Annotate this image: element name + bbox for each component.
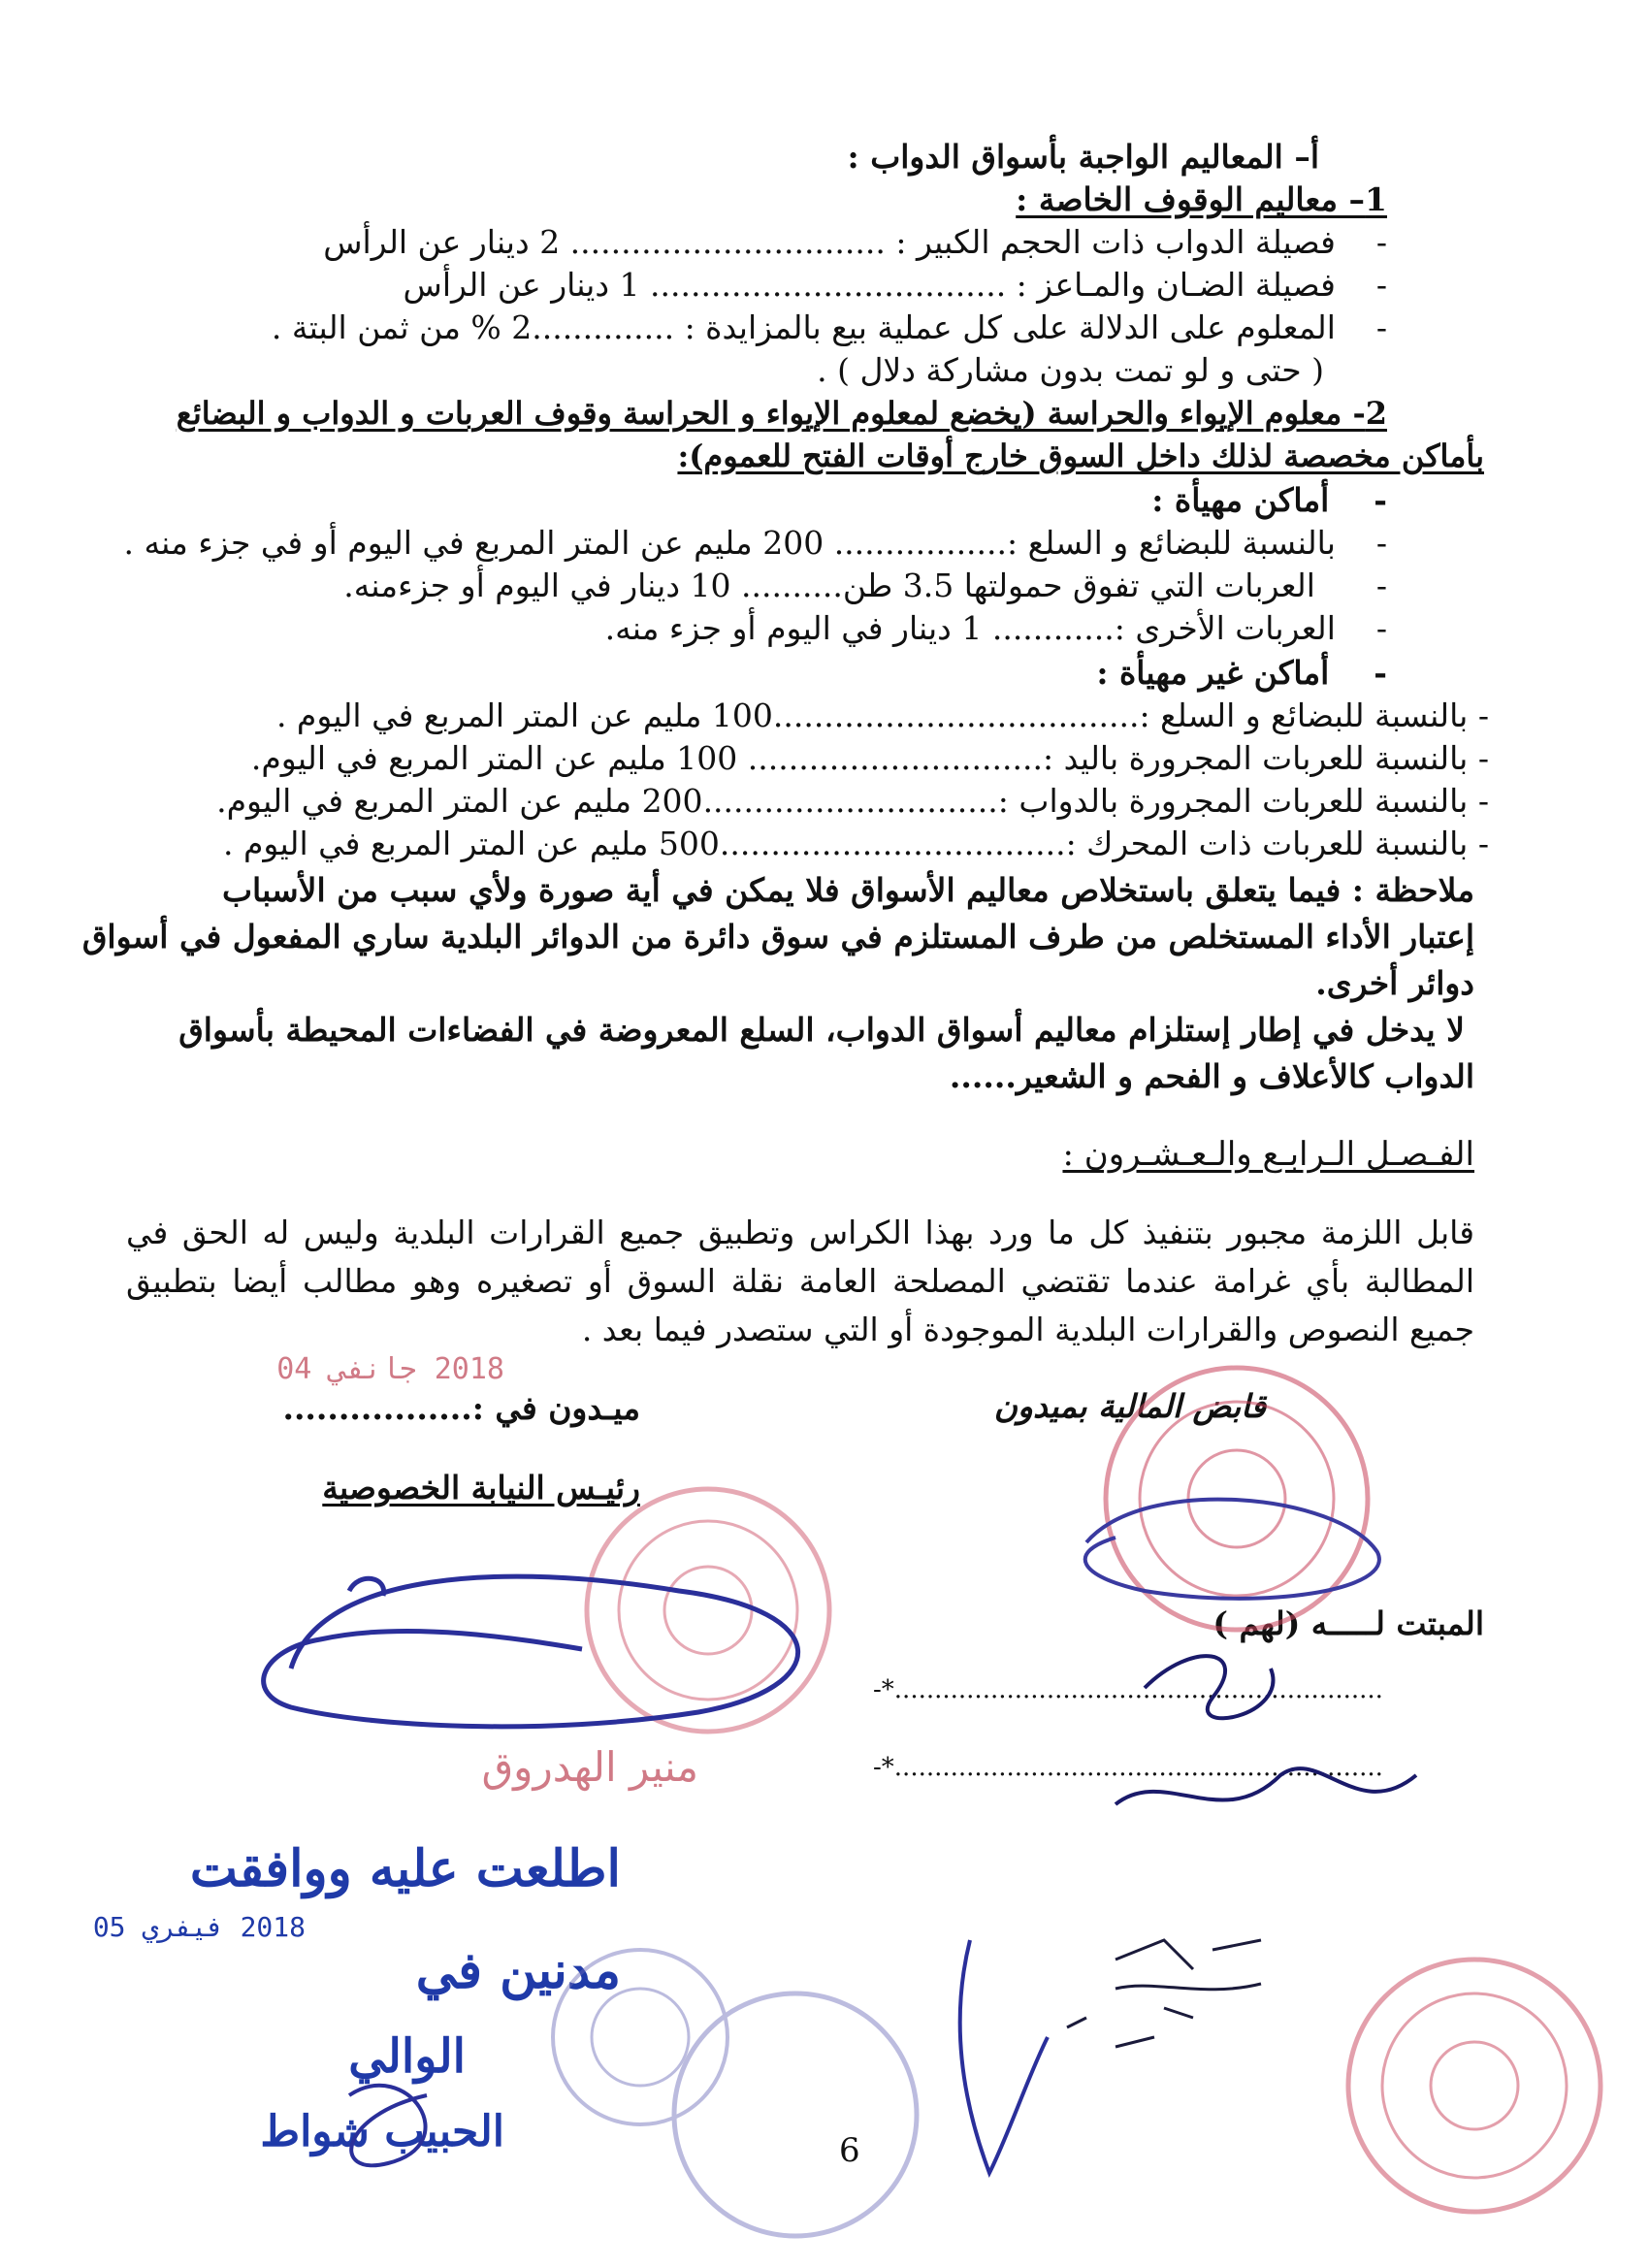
council-head: رئيـس النيابة الخصوصية: [322, 1469, 640, 1507]
governor-name: الحبيب شواط: [260, 2107, 504, 2156]
place-date: ميـدون في :.................: [282, 1389, 640, 1427]
chapter-title: الفـصـل الـرابـع والـعـشـرون :: [1062, 1135, 1474, 1174]
unprepared-item-4: - بالنسبة للعربات ذات المحرك :..................................500 مليم عن المتر المربع في اليوم .: [223, 825, 1489, 862]
page-number: 6: [839, 2131, 860, 2170]
sub1-item-4: ( حتى و لو تمت بدون مشاركة دلال ) .: [817, 351, 1324, 389]
municipality-stamp: [587, 1489, 829, 1732]
unprepared-title: - أماكن غير مهيأة :: [1096, 654, 1387, 692]
note2-line-2: الدواب كالأعلاف و الفحم و الشعير......: [949, 1057, 1474, 1095]
section-a-title: أ– المعاليم الواجبة بأسواق الدواب :: [847, 138, 1319, 176]
governor-title: الوالي: [348, 2029, 466, 2084]
prepared-item-2: - العربات التي تفوق حمولتها 3.5 طن.......... 10 دينار في اليوم أو جزءمنه.: [343, 567, 1387, 604]
handwritten-notes: [1067, 1940, 1261, 2047]
unprepared-item-2: - بالنسبة للعربات المجرورة باليد :............................. 100 مليم عن المتر المربع في اليوم.: [250, 739, 1489, 777]
council-signature: [264, 1576, 798, 1727]
approval-line-1: اطلعت عليه ووافقت: [189, 1839, 621, 1898]
prepared-item-3: - العربات الأخرى :............ 1 دينار في اليوم أو جزء منه.: [604, 609, 1387, 647]
sub1-item-2: - فصيلة الضـان والمـاعز : ................................... 1 دينار عن الرأس: [403, 266, 1387, 304]
prepared-title: - أماكن مهيأة :: [1151, 481, 1387, 519]
approval-date: 2018 فيفري 05: [92, 1911, 306, 1943]
note-line-2: إعتبار الأداء المستخلص من طرف المستلزم في سوق دائرة من الدوائر البلدية ساري المفعول في أسواق: [81, 918, 1474, 956]
bidder-title: المبتت لـــــه (لهم ): [1212, 1604, 1484, 1642]
sub2-title-line2: بأماكن مخصصة لذلك داخل السوق خارج أوقات الفتح للعموم):: [677, 437, 1484, 474]
note-line-1: ملاحظة : فيما يتعلق باستخلاص معاليم الأسواق فلا يمكن في أية صورة ولأي سبب من الأسباب: [221, 871, 1474, 909]
sub1-item-1: - فصيلة الدواب ذات الحجم الكبير : ............................... 2 دينار عن الرأس: [323, 223, 1387, 261]
date-stamp: 2018 جانفي 04: [276, 1352, 504, 1386]
note-line-3: دوائر أخرى.: [1315, 964, 1474, 1002]
receiver-title: قابض المالية بميدون: [993, 1387, 1266, 1425]
unprepared-item-3: - بالنسبة للعربات المجرورة بالدواب :.............................200 مليم عن المتر المربع في اليوم.: [216, 782, 1489, 820]
unprepared-item-1: - بالنسبة للبضائع و السلع :....................................100 مليم عن المتر المربع في اليوم .: [275, 697, 1489, 734]
approval-line-2: مدنين في: [415, 1941, 621, 2000]
bidder-line-1: -*.............................................................: [873, 1675, 1383, 1704]
bottom-right-stamp: [1348, 1960, 1600, 2212]
prepared-item-1: - بالنسبة للبضائع و السلع :................. 200 مليم عن المتر المربع في اليوم أو في جزء منه .: [123, 524, 1387, 562]
sub1-item-3: - المعلوم على الدلالة على كل عملية بيع بالمزايدة : ..............2 % من ثمن البتة .: [271, 308, 1387, 346]
sub2-title-line1: 2- معلوم الإيواء والحراسة (يخضع لمعلوم الإيواء و الحراسة وقوف العربات و الدواب و البضائع: [176, 395, 1387, 432]
receiver-signature: [1085, 1500, 1379, 1599]
name-stamp: منير الهدروق: [481, 1743, 698, 1791]
note2-line-1: لا يدخل في إطار إستلزام معاليم أسواق الدواب، السلع المعروضة في الفضاءات المحيطة بأسواق: [178, 1011, 1465, 1049]
sub1-title: 1– معاليم الوقوف الخاصة :: [1016, 180, 1387, 218]
chapter-body: قابل اللزمة مجبور بتنفيذ كل ما ورد بهذا الكراس وتطبيق جميع القرارات البلدية وليس له الحق في المطالبة بأي غرامة عندما تقتضي المصلحة العامة نقلة السوق أو تصغيره وهو مطالب أيضا بتطبيق جميع النصوص والقرارات البلدية الموجودة أو التي ستصدر فيما بعد .: [126, 1214, 1474, 1348]
bidder-line-2: -*.............................................................: [873, 1753, 1383, 1782]
